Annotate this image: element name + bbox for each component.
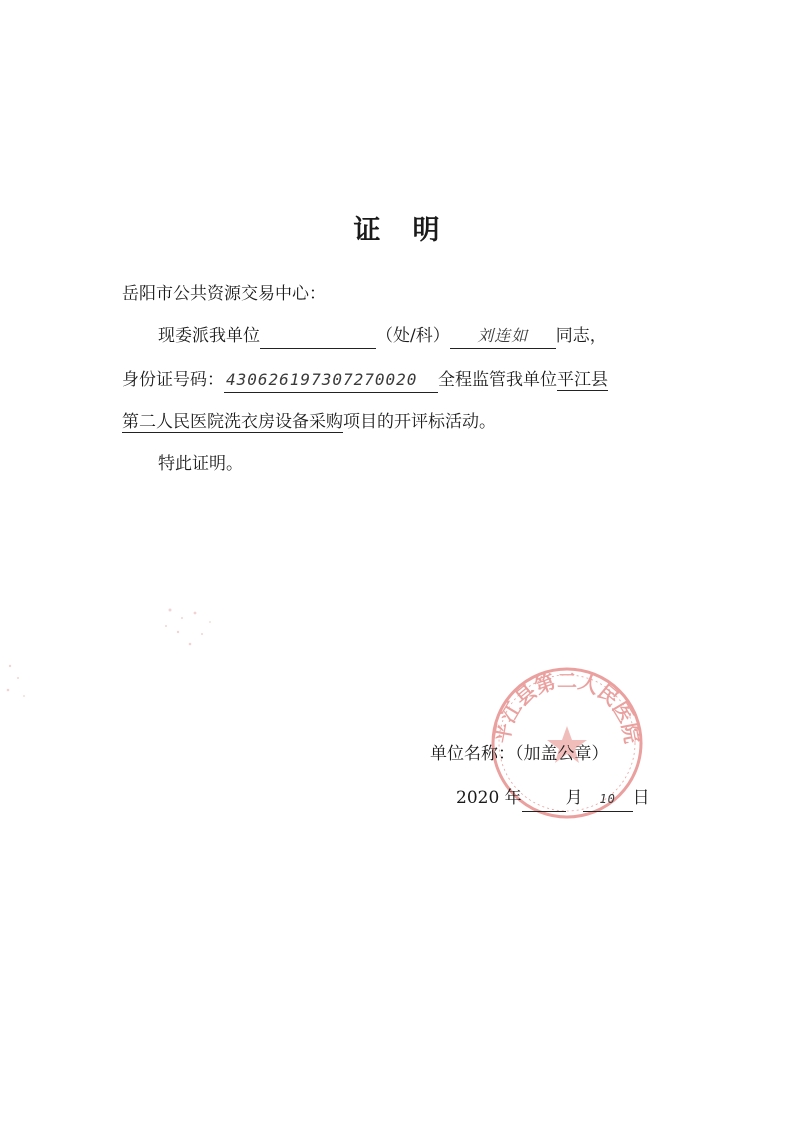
date-line [456,786,650,812]
date-day-char: 日 [632,788,650,808]
person-name-handwritten: 刘连如 [450,324,556,349]
id-number-handwritten: 430626197307270020 [224,368,438,393]
project-name-part1: 平江县 [557,370,608,390]
paragraph-line-3 [122,410,496,434]
project-name-part2: 第二人民医院洗衣房设备采购 [122,412,343,432]
line1-prefix: 现委派我单位 [158,326,260,346]
unit-name-label: 单位名称：（加盖公章） [430,744,609,764]
date-year: 2020 [456,788,500,808]
line3-suffix: 项目的开评标活动。 [343,412,496,432]
date-month-blank [522,791,566,812]
scan-speck-mark [150,598,230,658]
line1-suffix: 同志， [555,326,607,346]
line2-prefix: 身份证号码： [122,370,224,390]
scan-speck-mark-left [0,656,40,706]
seal-text: 平江县第二人民医院 [489,668,645,746]
date-day-handwritten: 10 [583,787,633,812]
document-title [0,208,793,247]
date-year-char: 年 [504,788,522,808]
line1-dept-suffix: （处/科） [376,326,450,346]
title-char-right: 明 [412,215,440,246]
title-char-left: 证 [353,215,381,246]
line2-middle: 全程监管我单位 [438,370,557,390]
department-blank [260,328,376,349]
paragraph-line-2 [122,368,608,393]
addressee: 岳阳市公共资源交易中心： [122,284,326,304]
date-month-char: 月 [565,788,583,808]
paragraph-line-1 [158,324,607,349]
closing-text: 特此证明。 [158,454,243,474]
